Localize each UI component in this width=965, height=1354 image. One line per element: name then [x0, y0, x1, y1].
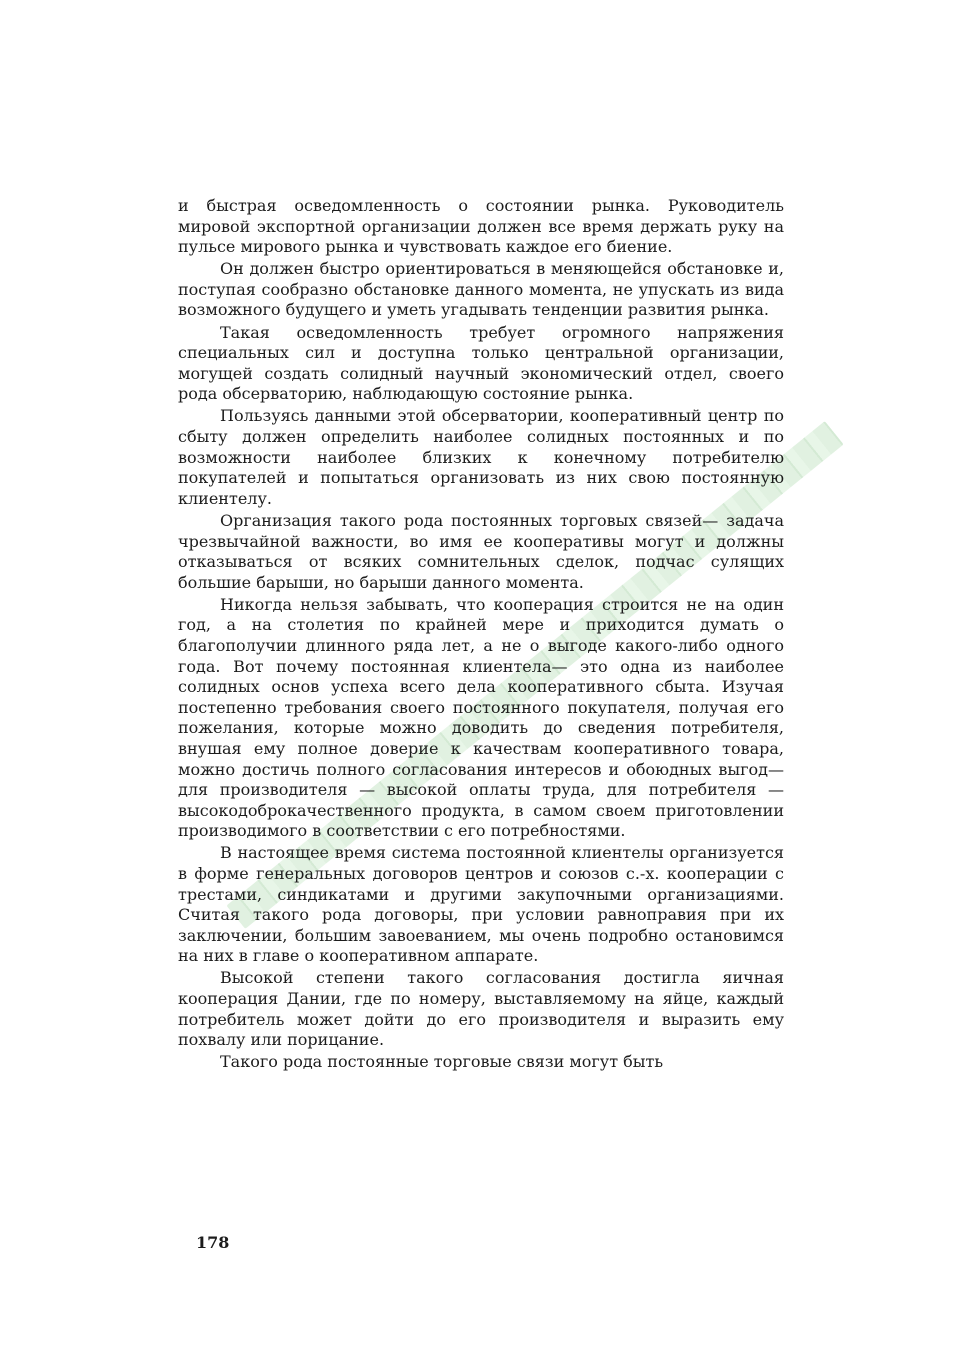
paragraph: Высокой степени такого согласования достигла яичная кооперация Дании, где по номеру, выставляемому на яйце, каждый потребитель может дойти до его производителя и выразить ему похвалу или порицание. — [178, 968, 784, 1050]
paragraph: Он должен быстро ориентироваться в меняющейся обстановке и, поступая сообразно обстановке данного момента, не упускать из вида возможного будущего и уметь угадывать тенденции развития рынка. — [178, 259, 784, 320]
paragraph: Такая осведомленность требует огромного напряжения специальных сил и доступна только центральной организации, могущей создать солидный научный экономический отдел, своего рода обсерваторию, наблюдающую состояние рынка. — [178, 322, 784, 404]
paragraph: Никогда нельзя забывать, что кооперация строится не на один год, а на столетия по крайней мере и приходится думать о благополучии длинного ряда лет, а не о выгоде какого-либо одного года. Вот почему постоянная клиентела— это одна из наиболее солидных основ успеха всего дела кооперативного сбыта. Изучая постепенно требования своего постоянного покупателя, получая его пожелания, которые можно доводить до сведения потребителя, внушая ему полное доверие к качествам кооперативного товара, можно достичь полного согласования интересов и обоюдных выгод— для производителя — высокой оплаты труда, для потребителя — высокодоброкачественного продукта, в самом своем приготовлении производимого в соответствии с его потребностями. — [178, 594, 784, 841]
page-number: 178 — [196, 1233, 230, 1252]
paragraph: Такого рода постоянные торговые связи могут быть — [220, 1052, 664, 1072]
paragraph: и быстрая осведомленность о состоянии рынка. Руководитель мировой экспортной организации должен все время держать руку на пульсе мирового рынка и чувствовать каждое его биение. — [178, 196, 784, 257]
paragraph: Организация такого рода постоянных торговых связей— задача чрезвычайной важности, во имя ее кооперативы могут и должны отказываться от всяких сомнительных сделок, подчас сулящих большие барыши, но барыши данного момента. — [178, 510, 784, 592]
page-body — [178, 196, 784, 1074]
paragraph: Пользуясь данными этой обсерватории, кооперативный центр по сбыту должен определить наиболее солидных постоянных и по возможности наиболее близких к конечному потребителю покупателей и попытаться организовать из них свою постоянную клиентелу. — [178, 406, 784, 508]
paragraph: В настоящее время система постоянной клиентелы организуется в форме генеральных договоров центров и союзов с.-х. кооперации с трестами, синдикатами и другими закупочными организациями. Считая такого рода договоры, при условии равноправия при их заключении, большим завоеванием, мы очень подробно остановимся на них в главе о кооперативном аппарате. — [178, 843, 784, 966]
